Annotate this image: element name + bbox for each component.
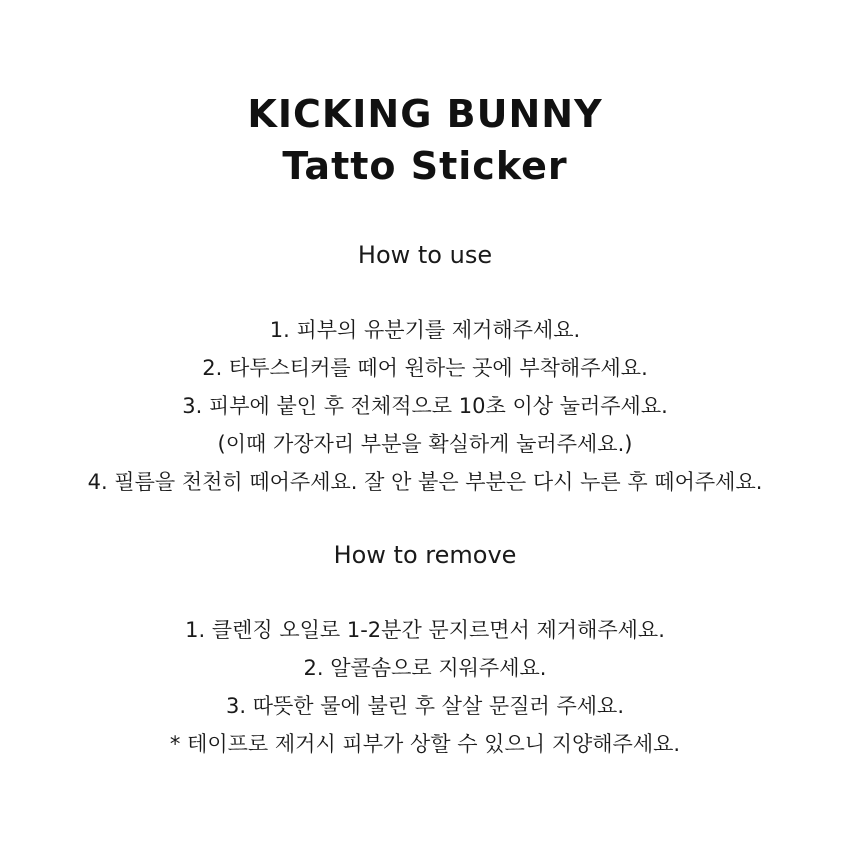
use-step-2: 2. 타투스티커를 떼어 원하는 곳에 부착해주세요. bbox=[202, 356, 648, 380]
use-step-1: 1. 피부의 유분기를 제거해주세요. bbox=[269, 318, 581, 342]
use-step-4: 4. 필름을 천천히 떼어주세요. 잘 안 붙은 부분은 다시 누른 후 떼어주세요. bbox=[87, 470, 763, 494]
how-to-remove-heading: How to remove bbox=[333, 541, 517, 569]
how-to-use-heading: How to use bbox=[357, 241, 493, 269]
how-to-use-steps bbox=[0, 311, 850, 501]
remove-step-1: 1. 클렌징 오일로 1-2분간 문지르면서 제거해주세요. bbox=[185, 618, 665, 642]
remove-step-3: 3. 따뜻한 물에 불린 후 살살 문질러 주세요. bbox=[225, 694, 624, 718]
how-to-remove-steps bbox=[0, 611, 850, 763]
title-brand: KICKING BUNNY bbox=[247, 92, 603, 136]
title-product: Tatto Sticker bbox=[282, 144, 568, 188]
use-step-3-note: (이때 가장자리 부분을 확실하게 눌러주세요.) bbox=[217, 432, 633, 456]
use-step-3: 3. 피부에 붙인 후 전체적으로 10초 이상 눌러주세요. bbox=[182, 394, 668, 418]
remove-warning-note: * 테이프로 제거시 피부가 상할 수 있으니 지양해주세요. bbox=[169, 732, 681, 756]
page-title bbox=[0, 88, 850, 192]
remove-step-2: 2. 알콜솜으로 지워주세요. bbox=[303, 656, 547, 680]
